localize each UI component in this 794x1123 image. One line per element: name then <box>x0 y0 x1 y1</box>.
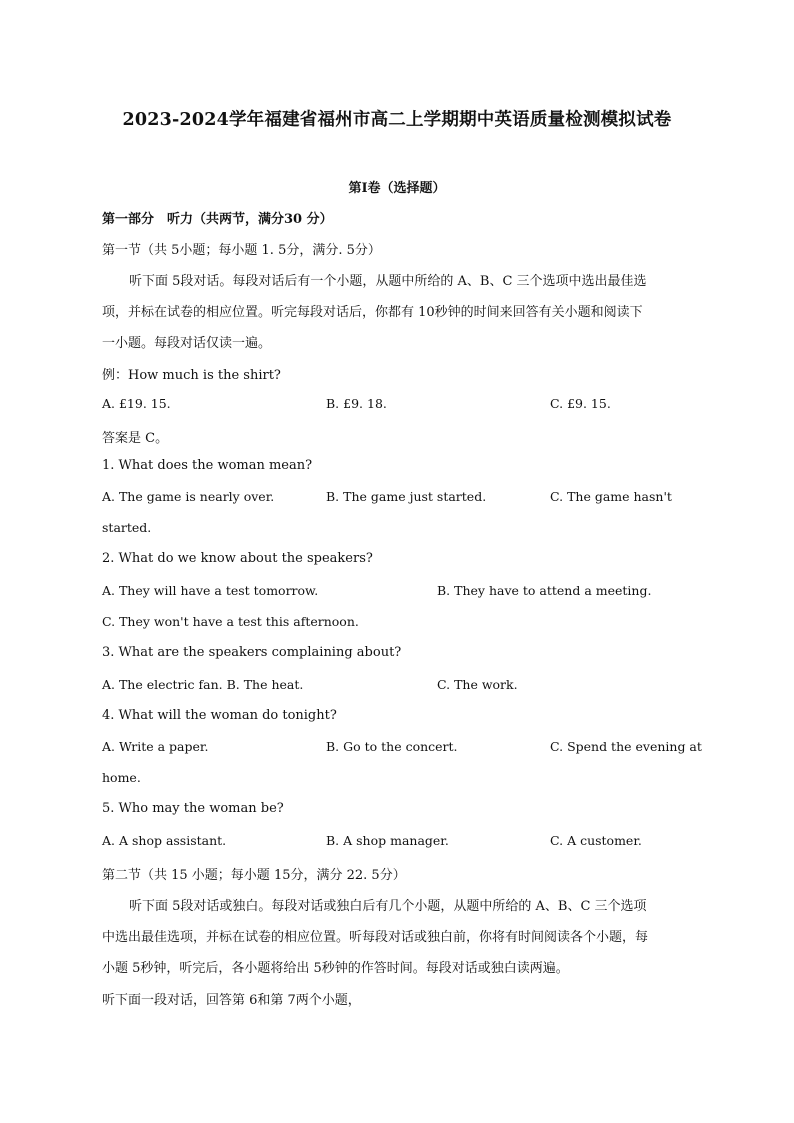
volume-title: 第Ⅰ卷（选择题） <box>348 181 446 196</box>
section2-prompt: 听下面一段对话，回答第 6和第 7两个小题， <box>102 993 361 1008</box>
example-option-c: C. £9. 15. <box>550 396 611 411</box>
question-4-option-c: C. Spend the evening at <box>550 739 702 754</box>
question-1-option-c: C. The game hasn't <box>550 489 672 504</box>
section2-instruction-line: 小题 5秒钟，听完后，各小题将给出 5秒钟的作答时间。每段对话或独白读两遍。 <box>102 961 569 976</box>
question-4: 4. What will the woman do tonight? <box>102 708 337 723</box>
question-2: 2. What do we know about the speakers? <box>102 551 373 566</box>
example-option-a: A. £19. 15. <box>102 396 171 411</box>
question-4-option-a: A. Write a paper. <box>102 739 209 754</box>
question-1-option-a: A. The game is nearly over. <box>102 489 275 504</box>
example-option-b: B. £9. 18. <box>326 396 387 411</box>
section1-heading: 第一节（共 5小题；每小题 1. 5分，满分. 5分） <box>102 243 381 258</box>
section2-instruction-line: 中选出最佳选项，并标在试卷的相应位置。听每段对话或独白前，你将有时间阅读各个小题，每 <box>102 930 649 945</box>
question-1-option-b: B. The game just started. <box>326 489 487 504</box>
question-3-option-a-b: A. The electric fan. B. The heat. <box>102 677 304 692</box>
question-5-option-a: A. A shop assistant. <box>102 833 227 848</box>
question-2-option-a: A. They will have a test tomorrow. <box>102 583 319 598</box>
section1-instruction-line: 项，并标在试卷的相应位置。听完每段对话后，你都有 10秒钟的时间来回答有关小题和阅读下 <box>102 305 643 320</box>
section1-instruction-line: 听下面 5段对话。每段对话后有一个小题，从题中所给的 A、B、C 三个选项中选出最佳选 <box>129 274 647 289</box>
question-1-option-c-continued: started. <box>102 520 152 535</box>
question-4-option-b: B. Go to the concert. <box>326 739 458 754</box>
question-5-option-c: C. A customer. <box>550 833 642 848</box>
question-1: 1. What does the woman mean? <box>102 458 313 473</box>
example-question: 例：How much is the shirt? <box>102 368 281 383</box>
page-title: 2023-2024学年福建省福州市高二上学期期中英语质量检测模拟试卷 <box>122 110 672 130</box>
question-5: 5. Who may the woman be? <box>102 801 284 816</box>
section2-heading: 第二节（共 15 小题；每小题 15分，满分 22. 5分） <box>102 868 406 883</box>
question-3-option-c: C. The work. <box>437 677 518 692</box>
part1-heading: 第一部分 听力（共两节，满分30 分） <box>102 212 333 227</box>
section2-instruction-line: 听下面 5段对话或独白。每段对话或独白后有几个小题，从题中所给的 A、B、C 三个选项 <box>129 899 647 914</box>
question-3: 3. What are the speakers complaining about? <box>102 645 402 660</box>
question-4-option-c-continued: home. <box>102 770 141 785</box>
question-5-option-b: B. A shop manager. <box>326 833 449 848</box>
question-2-option-c: C. They won't have a test this afternoon. <box>102 614 359 629</box>
section1-instruction-line: 一小题。每段对话仅读一遍。 <box>102 336 272 351</box>
question-2-option-b: B. They have to attend a meeting. <box>437 583 652 598</box>
example-answer: 答案是 C。 <box>102 431 169 446</box>
